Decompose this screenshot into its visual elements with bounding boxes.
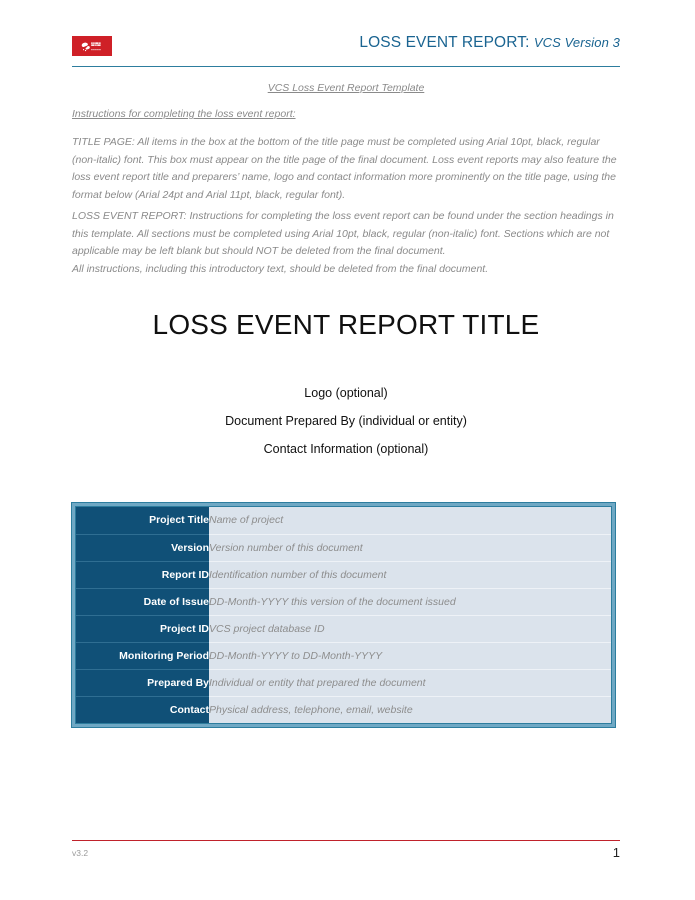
instructions-heading: Instructions for completing the loss event report: xyxy=(72,108,296,120)
table-row xyxy=(76,588,611,615)
table-row xyxy=(76,507,611,534)
project-metadata-table-body xyxy=(76,507,611,723)
table-row xyxy=(76,534,611,561)
footer-divider xyxy=(72,840,620,841)
row-label: Report ID xyxy=(76,561,209,588)
row-label: Date of Issue xyxy=(76,588,209,615)
title-page-info-box-inner xyxy=(75,506,612,724)
instructions-paragraph-title-page: TITLE PAGE: All items in the box at the bottom of the title page must be completed using Arial 10pt, black, regular (non-italic) font. This box must appear on the title page of the final document. Loss event reports may also feature the loss event report title and preparers’ name, logo and contact information more prominently on the title page, using the format below (Arial 24pt and Arial 11pt, black, regular font). xyxy=(72,136,617,201)
row-value[interactable]: DD-Month-YYYY to DD-Month-YYYY xyxy=(209,642,611,669)
instructions-paragraph-delete-note: All instructions, including this introductory text, should be deleted from the final document. xyxy=(72,263,489,275)
verra-vcs-logo-icon xyxy=(72,36,112,56)
row-value[interactable]: Identification number of this document xyxy=(209,561,611,588)
table-row xyxy=(76,615,611,642)
header-title-separator: : xyxy=(525,34,530,51)
row-value[interactable]: Individual or entity that prepared the document xyxy=(209,669,611,696)
table-row xyxy=(76,561,611,588)
row-label: Version xyxy=(76,534,209,561)
title-prepared-by-placeholder: Document Prepared By (individual or entity) xyxy=(225,414,467,428)
header-title-main: LOSS EVENT REPORT xyxy=(359,34,526,51)
instructions-paragraph-loss-event-report: LOSS EVENT REPORT: Instructions for completing the loss event report can be found under the section headings in this template. All sections must be completed using Arial 10pt, black, regular (non-italic) font. Sections which are not applicable may be left blank but should NOT be deleted from the final document. xyxy=(72,210,614,257)
page-header xyxy=(72,34,620,70)
header-divider xyxy=(72,66,620,67)
table-row xyxy=(76,642,611,669)
table-row xyxy=(76,669,611,696)
project-metadata-table xyxy=(76,507,611,723)
row-value[interactable]: DD-Month-YYYY this version of the document issued xyxy=(209,588,611,615)
title-logo-placeholder: Logo (optional) xyxy=(304,386,388,400)
footer-version: v3.2 xyxy=(72,848,89,858)
row-label: Monitoring Period xyxy=(76,642,209,669)
row-value[interactable]: Version number of this document xyxy=(209,534,611,561)
title-contact-placeholder: Contact Information (optional) xyxy=(263,442,429,456)
page-title: LOSS EVENT REPORT TITLE xyxy=(152,309,540,340)
row-label: Contact xyxy=(76,696,209,723)
footer-page-number: 1 xyxy=(612,845,620,860)
title-page-info-box xyxy=(71,502,616,728)
header-title xyxy=(359,34,620,52)
row-value[interactable]: VCS project database ID xyxy=(209,615,611,642)
row-label: Prepared By xyxy=(76,669,209,696)
row-label: Project ID xyxy=(76,615,209,642)
document-subtitle: VCS Loss Event Report Template xyxy=(267,82,425,94)
row-value[interactable]: Physical address, telephone, email, website xyxy=(209,696,611,723)
table-row xyxy=(76,696,611,723)
row-label: Project Title xyxy=(76,507,209,534)
header-title-version: VCS Version 3 xyxy=(533,35,620,50)
row-value[interactable]: Name of project xyxy=(209,507,611,534)
